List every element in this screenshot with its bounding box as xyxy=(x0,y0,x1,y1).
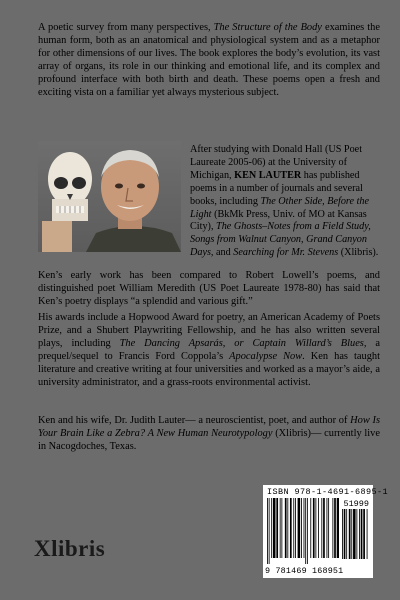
barcode-bar xyxy=(273,498,276,558)
bio-text: has published poems in a number of journals and several books, including xyxy=(190,169,363,207)
family-paragraph xyxy=(38,415,380,454)
film-title: Apocalypse Now xyxy=(229,350,303,362)
barcode-bar xyxy=(290,498,292,558)
author-photo xyxy=(38,141,181,252)
xlibris-logo: Xlibris xyxy=(34,536,106,561)
barcode-bar xyxy=(332,498,333,558)
comparison-paragraph: Ken’s early work has been compared to Robert Lowell’s poems, and distinguished poet William Meredith (US Poet Laureate 1978-80) has said that Ken’s poetry displays “a splendid and various gift.” xyxy=(38,270,380,307)
author-with-skull-image xyxy=(38,141,181,252)
bio-text: After studying with Donald Hall (US Poet Laureate 2005-06) at the University of Michigan, xyxy=(190,144,363,181)
book-title: How Is Your Brain Like a Zebra? A New Human Neurotypology xyxy=(38,415,380,439)
barcode-bar xyxy=(304,498,305,558)
barcode-bar xyxy=(367,509,368,559)
barcode-bar xyxy=(323,498,325,558)
barcode-bar xyxy=(353,509,356,559)
awards-paragraph xyxy=(38,312,380,389)
author-name: KEN LAUTER xyxy=(234,169,302,181)
barcode-bar xyxy=(351,509,352,559)
bio-text: (BkMk Press, Univ. of MO at Kansas City), xyxy=(190,208,367,233)
barcode-bar xyxy=(337,498,339,558)
price-barcode-bars xyxy=(342,509,369,565)
barcode-bar xyxy=(295,498,296,558)
barcode-bar xyxy=(356,509,357,559)
barcode-bar xyxy=(267,498,268,564)
barcode-bar xyxy=(361,509,363,559)
ean-barcode-bars xyxy=(267,498,339,564)
barcode-bar xyxy=(269,498,270,564)
price-code: 51999 xyxy=(343,499,369,509)
barcode-bar xyxy=(342,509,343,559)
barcode-bar xyxy=(287,498,288,558)
barcode-bar xyxy=(328,498,329,558)
barcode-bar xyxy=(307,498,308,564)
barcode-bar xyxy=(276,498,278,558)
book-title: The Structure of the Body xyxy=(213,22,322,33)
awards-text: His awards include a Hopwood Award for poetry, an American Academy of Poets Prize, and a Shubert Playwriting Fellowship, and he has also written several plays, including xyxy=(38,312,380,349)
barcode-bar xyxy=(281,498,282,558)
barcode-bar xyxy=(298,498,301,558)
description-text-rest: examines the human form, both as an anatomical and physiological system and as a metaphor for other dimensions of our lives. The book explores the body’s evolution, its vast array of organs, its role in our thinking and emotional life, and its complex and profound interface with both birth and death. These poems open a fresh and exciting vista on a familiar yet always mysterious subject. xyxy=(38,22,380,98)
isbn-barcode xyxy=(263,485,389,578)
description-text-start: A poetic survey from many perspectives, xyxy=(38,22,214,33)
barcode-bar xyxy=(285,498,287,558)
isbn-label: ISBN 978-1-4691-6895-1 xyxy=(267,487,389,497)
barcode-bar xyxy=(280,498,281,558)
barcode-bar xyxy=(327,498,328,558)
family-text: (Xlibris)— currently live in Nacogdoches, Texas. xyxy=(38,427,380,452)
barcode-bar xyxy=(349,509,351,559)
ean-digits: 9 781469 168951 xyxy=(265,566,344,576)
family-text: Ken and his wife, Dr. Judith Lauter— a neuroscientist, poet, and author of xyxy=(38,415,351,426)
book-title: The Other Side, Before the Light xyxy=(190,195,370,220)
awards-text: a prequel/sequel to Francis Ford Coppola’s xyxy=(38,337,380,362)
book-description xyxy=(38,22,380,99)
barcode-bar xyxy=(363,509,365,559)
book-title: Searching for Mr. Stevens xyxy=(233,247,339,259)
awards-text: . Ken has taught literature and creative writing at four universities and worked as a mayor’s aide, a university administrator, and a grass-roots environmental activist. xyxy=(38,350,380,388)
author-bio xyxy=(190,144,380,260)
barcode-bar xyxy=(271,498,272,558)
barcode-bar xyxy=(321,498,322,558)
bio-text: (Xlibris). xyxy=(338,247,379,259)
barcode-bar xyxy=(346,509,347,559)
barcode-bar xyxy=(305,498,306,564)
barcode-bar xyxy=(301,498,302,558)
barcode-bar xyxy=(310,498,311,558)
barcode-bar xyxy=(359,509,360,559)
barcode-bar xyxy=(293,498,294,558)
bio-text: and xyxy=(213,247,234,259)
play-title: The Dancing Apsarás, or Captain Willard’s Blues, xyxy=(119,337,367,349)
barcode-bar xyxy=(334,498,336,558)
barcode-bar xyxy=(313,498,315,558)
book-title: The Ghosts–Notes from a Field Study, Songs from Walnut Canyon, Grand Canyon Days, xyxy=(190,221,371,259)
barcode-bar xyxy=(344,509,346,559)
barcode-bar xyxy=(315,498,316,558)
barcode-bar xyxy=(318,498,319,558)
